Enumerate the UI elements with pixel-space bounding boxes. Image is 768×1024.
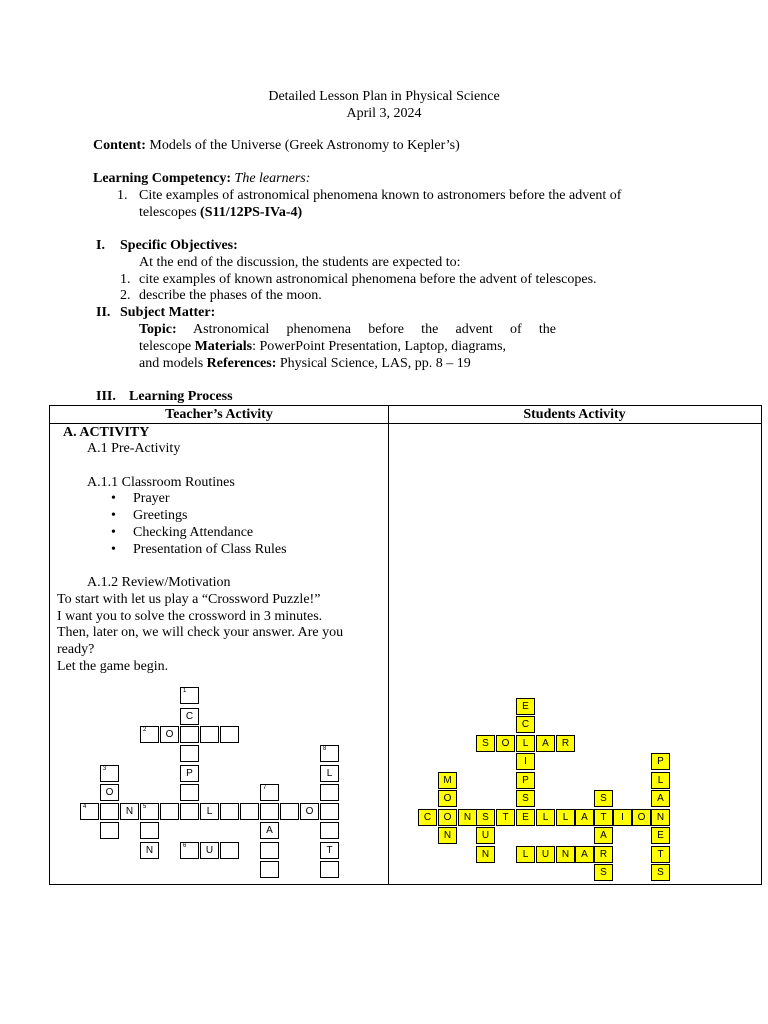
document-title [0, 88, 768, 122]
process-label: Learning Process [129, 389, 233, 404]
crossword-cell[interactable]: L [200, 803, 219, 820]
crossword-cell[interactable]: 2 [140, 726, 159, 743]
content-label: Content: [93, 138, 146, 153]
crossword-answer-cell: L [516, 846, 535, 863]
classroom-routines: A.1.1 Classroom Routines [87, 475, 235, 490]
process-num: III. [96, 389, 116, 404]
objectives-label: Specific Objectives: [120, 238, 238, 253]
crossword-cell[interactable] [260, 803, 279, 820]
content-line [93, 138, 460, 155]
crossword-cell[interactable]: T [320, 842, 339, 859]
crossword-cell[interactable]: 1 [180, 687, 199, 704]
crossword-cell[interactable] [320, 803, 339, 820]
crossword-answer-cell: U [536, 846, 555, 863]
crossword-cell[interactable]: 6 [180, 842, 199, 859]
crossword-answer-cell: T [651, 846, 670, 863]
crossword-answer-cell: I [516, 753, 535, 770]
competency-label: Learning Competency: [93, 171, 232, 186]
crossword-answer-cell: P [651, 753, 670, 770]
crossword-answer-cell: A [651, 790, 670, 807]
crossword-answer-cell: A [575, 809, 594, 826]
crossword-cell[interactable]: O [300, 803, 319, 820]
competency-intro: The learners: [231, 171, 311, 186]
instruction-line-5: Let the game begin. [57, 659, 169, 674]
crossword-answer-cell: L [556, 809, 575, 826]
objectives-intro: At the end of the discussion, the students are expected to: [139, 255, 461, 270]
table-header-divider [50, 423, 761, 424]
crossword-answer-cell: L [536, 809, 555, 826]
competency-item-text2 [139, 205, 302, 222]
crossword-cell[interactable] [200, 726, 219, 743]
crossword-answer-cell: P [516, 772, 535, 789]
subject-materials-line [139, 339, 506, 356]
materials-text: : PowerPoint Presentation, Laptop, diagrams, [252, 339, 507, 354]
crossword-answer-cell: N [458, 809, 477, 826]
crossword-cell[interactable] [180, 726, 199, 743]
table-column-divider [388, 406, 389, 884]
routine-attendance: Checking Attendance [133, 525, 254, 540]
crossword-cell[interactable] [180, 803, 199, 820]
subject-num: II. [96, 305, 111, 320]
crossword-answer-cell: O [632, 809, 651, 826]
crossword-answer-cell: O [438, 809, 457, 826]
instruction-line-3: Then, later on, we will check your answer. Are you [57, 625, 344, 640]
crossword-answer-cell: E [651, 827, 670, 844]
objectives-num: I. [96, 238, 105, 253]
teacher-activity-header: Teacher’s Activity [165, 407, 273, 422]
crossword-cell[interactable] [160, 803, 179, 820]
students-activity-header: Students Activity [523, 407, 626, 422]
crossword-cell[interactable] [260, 842, 279, 859]
crossword-cell[interactable] [220, 842, 239, 859]
crossword-cell[interactable]: 8 [320, 745, 339, 762]
content-text: Models of the Universe (Greek Astronomy to Kepler’s) [145, 138, 460, 153]
crossword-answer-cell: S [594, 790, 613, 807]
instruction-line-4: ready? [57, 642, 95, 657]
references-prefix: and models [139, 356, 207, 371]
crossword-answer-cell: U [476, 827, 495, 844]
routine-prayer: Prayer [133, 491, 170, 506]
competency-item-text2-a: telescopes [139, 205, 201, 220]
crossword-cell[interactable] [260, 861, 279, 878]
subject-label: Subject Matter: [120, 305, 216, 320]
crossword-cell[interactable]: L [320, 765, 339, 782]
bullet-icon: • [111, 508, 116, 523]
crossword-answer-cell: A [536, 735, 555, 752]
crossword-answer-cell: S [516, 790, 535, 807]
crossword-answer-cell: T [496, 809, 515, 826]
crossword-answer-cell: R [594, 846, 613, 863]
crossword-cell[interactable]: O [100, 784, 119, 801]
crossword-answer-cell: N [556, 846, 575, 863]
crossword-cell[interactable]: N [140, 842, 159, 859]
competency-item-num: 1. [117, 188, 128, 203]
review-motivation: A.1.2 Review/Motivation [87, 575, 231, 590]
crossword-answer-cell: S [594, 864, 613, 881]
competency-item-text: Cite examples of astronomical phenomena known to astronomers before the advent of [139, 188, 622, 203]
crossword-cell[interactable] [280, 803, 299, 820]
crossword-cell[interactable] [320, 822, 339, 839]
instruction-line-1: To start with let us play a “Crossword Puzzle!” [57, 592, 321, 607]
crossword-answer-cell: A [594, 827, 613, 844]
crossword-cell[interactable]: A [260, 822, 279, 839]
topic-label: Topic: [139, 322, 177, 337]
crossword-cell[interactable] [100, 822, 119, 839]
topic-text: Astronomical phenomena before the advent of the [176, 322, 556, 337]
materials-label: Materials [194, 339, 253, 354]
crossword-cell[interactable]: 3 [100, 765, 119, 782]
crossword-answer-cell: C [418, 809, 437, 826]
objective-2-num: 2. [120, 288, 131, 303]
crossword-cell[interactable]: 7 [260, 784, 279, 801]
crossword-answer-cell: L [651, 772, 670, 789]
competency-code: (S11/12PS-IVa-4) [200, 205, 303, 220]
pre-activity: A.1 Pre-Activity [87, 441, 181, 456]
materials-prefix: telescope [139, 339, 195, 354]
crossword-cell[interactable]: 4 [80, 803, 99, 820]
crossword-answer-cell: S [476, 809, 495, 826]
crossword-cell[interactable]: C [180, 708, 199, 725]
crossword-answer-cell: M [438, 772, 457, 789]
crossword-cell[interactable] [220, 803, 239, 820]
activity-heading: A. ACTIVITY [63, 425, 150, 440]
crossword-answer-cell: N [476, 846, 495, 863]
crossword-cell[interactable] [240, 803, 259, 820]
objective-1-num: 1. [120, 272, 131, 287]
crossword-answer-cell: N [651, 809, 670, 826]
competency-line [93, 171, 310, 188]
title-text: Detailed Lesson Plan in Physical Science [268, 89, 500, 104]
subject-topic-line [139, 322, 556, 339]
crossword-answer-cell: E [516, 698, 535, 715]
crossword-cell[interactable]: P [180, 765, 199, 782]
crossword-answer-cell: I [613, 809, 632, 826]
crossword-cell[interactable] [100, 803, 119, 820]
instruction-line-2: I want you to solve the crossword in 3 minutes. [57, 609, 323, 624]
crossword-cell[interactable]: 5 [140, 803, 159, 820]
crossword-answer-cell: L [516, 735, 535, 752]
crossword-answer-cell: S [651, 864, 670, 881]
crossword-cell[interactable] [140, 822, 159, 839]
crossword-answer-cell: R [556, 735, 575, 752]
date-text: April 3, 2024 [346, 106, 422, 121]
references-text: Physical Science, LAS, pp. 8 – 19 [276, 356, 471, 371]
bullet-icon: • [111, 542, 116, 557]
crossword-answer-cell: E [516, 809, 535, 826]
bullet-icon: • [111, 525, 116, 540]
routine-class-rules: Presentation of Class Rules [133, 542, 287, 557]
routine-greetings: Greetings [133, 508, 188, 523]
crossword-cell[interactable] [180, 784, 199, 801]
subject-references-line [139, 356, 471, 373]
crossword-cell[interactable] [180, 745, 199, 762]
crossword-cell[interactable]: U [200, 842, 219, 859]
crossword-cell[interactable] [220, 726, 239, 743]
crossword-cell[interactable]: N [120, 803, 139, 820]
crossword-answer-cell: T [594, 809, 613, 826]
crossword-answer-cell: C [516, 716, 535, 733]
bullet-icon: • [111, 491, 116, 506]
crossword-answer-cell: S [476, 735, 495, 752]
crossword-answer-cell: O [496, 735, 515, 752]
crossword-answer-cell: N [438, 827, 457, 844]
crossword-cell[interactable] [320, 861, 339, 878]
crossword-answer-cell: A [575, 846, 594, 863]
objective-1-text: cite examples of known astronomical phenomena before the advent of telescopes. [139, 272, 597, 287]
objective-2-text: describe the phases of the moon. [139, 288, 322, 303]
crossword-cell[interactable]: O [160, 726, 179, 743]
crossword-answer-cell: O [438, 790, 457, 807]
crossword-cell[interactable] [320, 784, 339, 801]
references-label: References: [206, 356, 277, 371]
